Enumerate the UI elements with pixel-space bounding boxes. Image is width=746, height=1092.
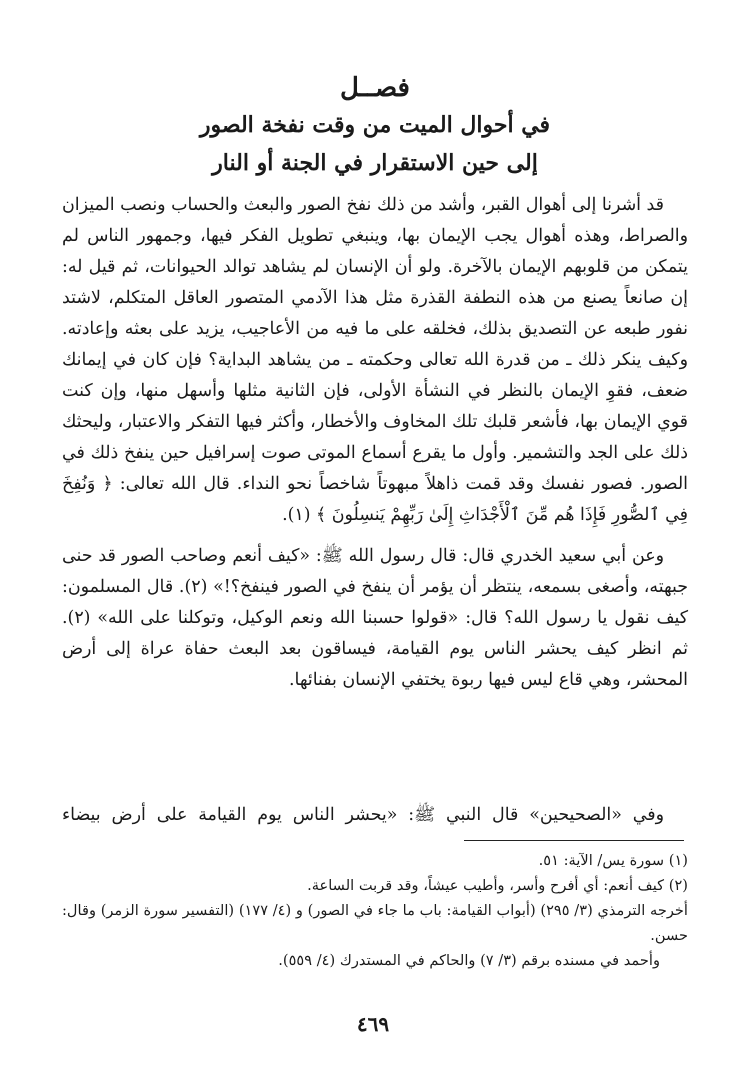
footnotes [62, 848, 688, 973]
footnote-2-source: أخرجه الترمذي (٣/ ٢٩٥) (أبواب القيامة: باب ما جاء في الصور) و (٤/ ١٧٧) (التفسير سورة الزمر) وقال: حسن. [62, 902, 688, 944]
paragraph-2: وعن أبي سعيد الخدري قال: قال رسول الله ﷺ: «كيف أنعم وصاحب الصور قد حنى جبهته، وأصغى بسمعه، ينتظر أن يؤمر أن ينفخ في الصور فينفخ؟!» (٢). قال المسلمون: كيف نقول يا رسول الله؟ قال: «قولوا حسبنا الله ونعم الوكيل، وتوكلنا على الله» (٢). ثم انظر كيف يحشر الناس يوم القيامة، فيساقون بعد البعث حفاة عراة إلى أرض المحشر، وهي قاع ليس فيها ربوة يختفي الإنسان بفنائها. [62, 546, 688, 690]
footnote-2-source-cont: وأحمد في مسنده برقم (٣/ ٧) والحاكم في المستدرك (٤/ ٥٥٩). [278, 952, 660, 969]
chapter-subtitle-line-1: في أحوال الميت من وقت نفخة الصور [199, 112, 551, 138]
chapter-heading [60, 70, 690, 182]
body-text [62, 190, 688, 696]
footnote-1: (١) سورة يس/ الآية: ٥١. [538, 852, 688, 869]
paragraph-1: قد أشرنا إلى أهوال القبر، وأشد من ذلك نفخ الصور والبعث والحساب ونصب الميزان والصراط، وهذه أهوال يجب الإيمان بها، وينبغي تطويل الفكر فيها، وجمهور الناس لم يتمكن من قلوبهم الإيمان بالآخرة. ولو أن الإنسان لم يشاهد توالد الحيوانات، ثم قيل له: إن صانعاً يصنع من هذه النطفة القذرة مثل هذا الآدمي المتصور العاقل المتكلم، لاشتد نفور طبعه عن التصديق بذلك، فخلقه على ما فيه من الأعاجيب، يزيد على بعثه وإعادته. وكيف ينكر ذلك ـ من قدرة الله تعالى وحكمته ـ من يشاهد البداية؟ فإن كان في إيمانك ضعف، فقوِ الإيمان بالنظر في النشأة الأولى، فإن الثانية مثلها وأسهل منها، وإن كنت قوي الإيمان بها، فأشعر قلبك تلك المخاوف والأخطار، وأكثر فيها التفكر والاعتبار، وليحثك ذلك على الجد والتشمير. وأول ما يقرع أسماع الموتى صوت إسرافيل حين ينفخ ذلك في الصور. فصور نفسك وقد قمت ذاهلاً مبهوتاً شاخصاً نحو النداء. قال الله تعالى: ﴿ وَنُفِخَ فِي ٱلصُّورِ فَإِذَا هُم مِّنَ ٱلْأَجْدَاثِ إِلَىٰ رَبِّهِمْ يَنسِلُونَ ﴾ (١). [62, 195, 688, 525]
chapter-subtitle-line-2: إلى حين الاستقرار في الجنة أو النار [212, 150, 538, 176]
footnote-divider [464, 840, 684, 841]
page-number: ٤٦٩ [356, 1012, 390, 1036]
chapter-title: فصــل [340, 73, 410, 103]
paragraph-3: وفي «الصحيحين» قال النبي ﷺ: «يحشر الناس يوم القيامة على أرض بيضاء [62, 805, 664, 825]
footnote-2: (٢) كيف أنعم: أي أفرح وأسر، وأطيب عيشاً، وقد قربت الساعة. [307, 877, 688, 894]
